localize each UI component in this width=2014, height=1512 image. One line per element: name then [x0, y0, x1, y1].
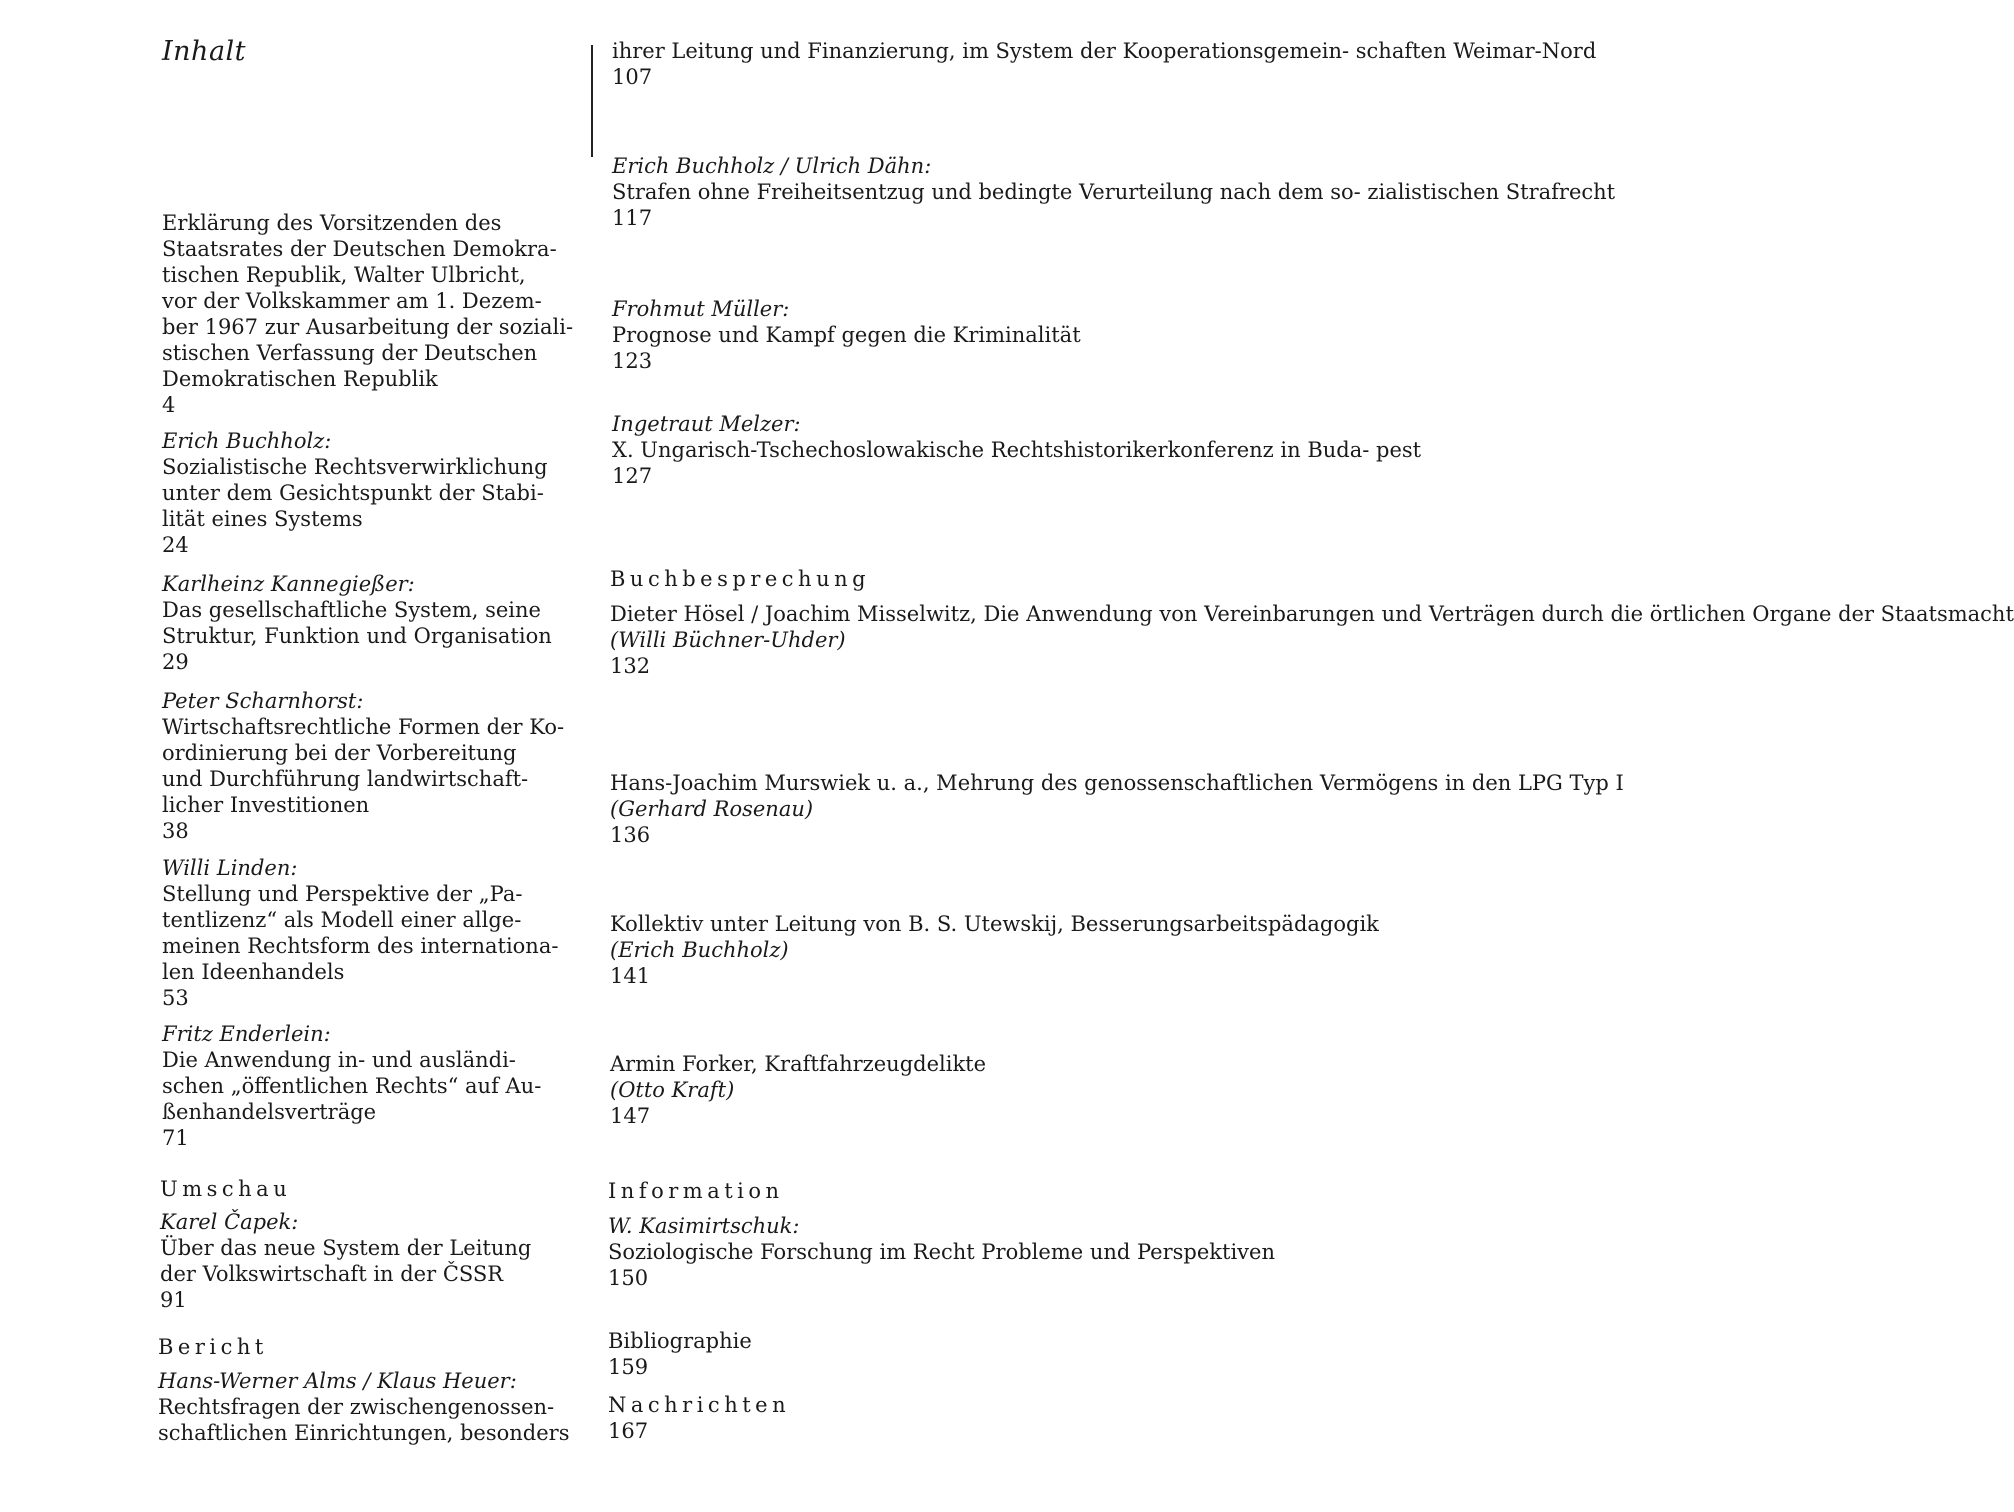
- toc-entry: [162, 571, 576, 675]
- entry-title: X. Ungarisch-Tschechoslowakische Rechtshistorikerkonferenz in Buda- pest: [612, 438, 1422, 462]
- toc-entry-intro: [162, 210, 576, 418]
- page-number: 29: [162, 650, 189, 674]
- page-number: 150: [608, 1266, 649, 1290]
- page-number: 71: [162, 1126, 189, 1150]
- entry-reviewer: (Erich Buchholz): [610, 938, 789, 962]
- section-heading-buchbesprechung: Buchbesprechung: [610, 567, 871, 591]
- entry-reviewer: (Otto Kraft): [610, 1078, 735, 1102]
- toc-entry: [612, 153, 1616, 231]
- toc-entry: [162, 688, 576, 844]
- entry-title: Strafen ohne Freiheitsentzug und bedingte Verurteilung nach dem so- zialistischen Strafrecht: [612, 180, 1616, 204]
- page-number-nachrichten: [608, 1418, 648, 1444]
- entry-author: W. Kasimirtschuk:: [608, 1214, 800, 1238]
- review-entry: [610, 911, 1379, 989]
- entry-title: Soziologische Forschung im Recht Probleme und Perspektiven: [608, 1240, 1275, 1264]
- page-number: 53: [162, 986, 189, 1010]
- page-title: Inhalt: [162, 36, 247, 67]
- toc-entry: [608, 1213, 1275, 1291]
- section-heading-bericht: Bericht: [158, 1335, 268, 1359]
- page-number: 127: [612, 464, 653, 488]
- review-entry: [610, 770, 1624, 848]
- page-number: 117: [612, 206, 653, 230]
- entry-title: Das gesellschaftliche System, seine Struktur, Funktion und Organisation: [162, 598, 552, 648]
- page-number: 136: [610, 823, 651, 847]
- entry-title: Hans-Joachim Murswiek u. a., Mehrung des genossenschaftlichen Vermögens in den LPG Typ I: [610, 771, 1624, 795]
- review-entry: [610, 601, 2014, 679]
- toc-entry: [162, 428, 576, 558]
- toc-entry: [612, 296, 1081, 374]
- page-number: 24: [162, 533, 189, 557]
- entry-title: Dieter Hösel / Joachim Misselwitz, Die Anwendung von Vereinbarungen und Verträgen durch die örtlichen Organe der Staatsmacht: [610, 602, 2014, 626]
- entry-title: Sozialistische Rechtsverwirklichung unter dem Gesichtspunkt der Stabi- lität eines Systems: [162, 455, 548, 531]
- entry-author: Erich Buchholz:: [162, 429, 332, 453]
- toc-entry: [160, 1209, 576, 1313]
- entry-title: Bibliographie: [608, 1329, 752, 1353]
- entry-author: Frohmut Müller:: [612, 297, 790, 321]
- entry-title: Stellung und Perspektive der „Pa- tentlizenz“ als Modell einer allge- meinen Rechtsform des internationa- len Ideenhandels: [162, 882, 559, 984]
- section-heading-umschau: Umschau: [160, 1177, 292, 1201]
- review-entry: [610, 1051, 1024, 1129]
- page-number: 159: [608, 1355, 649, 1379]
- toc-entry: [612, 411, 1422, 489]
- entry-author: Karlheinz Kannegießer:: [162, 572, 415, 596]
- page-number: 107: [612, 65, 653, 89]
- entry-title: Rechtsfragen der zwischengenossen- schaftlichen Einrichtungen, besonders: [158, 1395, 570, 1445]
- page-number: 167: [608, 1419, 649, 1443]
- entry-author: Ingetraut Melzer:: [612, 412, 801, 436]
- page-number: 38: [162, 819, 189, 843]
- section-heading-information: Information: [608, 1179, 784, 1203]
- entry-author: Willi Linden:: [162, 856, 298, 880]
- page-number: 147: [610, 1104, 651, 1128]
- entry-author: Karel Čapek:: [160, 1210, 299, 1234]
- page-number: 91: [160, 1288, 187, 1312]
- entry-title: Armin Forker, Kraftfahrzeugdelikte: [610, 1052, 987, 1076]
- toc-entry-continued: [612, 38, 1597, 90]
- page-number: 4: [162, 393, 176, 417]
- entry-title: ihrer Leitung und Finanzierung, im System der Kooperationsgemein- schaften Weimar-Nord: [612, 39, 1597, 63]
- toc-entry: [158, 1368, 576, 1446]
- page-number: 123: [612, 349, 653, 373]
- toc-entry: [162, 1021, 576, 1151]
- entry-reviewer: (Gerhard Rosenau): [610, 797, 814, 821]
- entry-author: Peter Scharnhorst:: [162, 689, 364, 713]
- toc-entry-bibliographie: [608, 1328, 1024, 1380]
- section-heading-nachrichten: Nachrichten: [608, 1393, 791, 1417]
- entry-author: Erich Buchholz / Ulrich Dähn:: [612, 154, 932, 178]
- entry-title: Prognose und Kampf gegen die Kriminalität: [612, 323, 1081, 347]
- page-number: 132: [610, 654, 651, 678]
- entry-title: Erklärung des Vorsitzenden des Staatsrates der Deutschen Demokra- tischen Republik, Walter Ulbricht, vor der Volkskammer am 1. Dezem- ber 1967 zur Ausarbeitung der soziali- stischen Verfassung der Deutschen Demokratischen Republik: [162, 211, 574, 391]
- entry-title: Wirtschaftsrechtliche Formen der Ko- ordinierung bei der Vorbereitung und Durchführung landwirtschaft- licher Investitionen: [162, 715, 565, 817]
- entry-author: Fritz Enderlein:: [162, 1022, 331, 1046]
- column-divider: [591, 45, 593, 157]
- entry-title: Die Anwendung in- und ausländi- schen „öffentlichen Rechts“ auf Au- ßenhandelsverträge: [162, 1048, 542, 1124]
- entry-author: Hans-Werner Alms / Klaus Heuer:: [158, 1369, 517, 1393]
- page-number: 141: [610, 964, 651, 988]
- entry-title: Über das neue System der Leitung der Volkswirtschaft in der ČSSR: [160, 1236, 532, 1286]
- entry-title: Kollektiv unter Leitung von B. S. Utewskij, Besserungsarbeitspädagogik: [610, 912, 1379, 936]
- toc-entry: [162, 855, 576, 1011]
- entry-reviewer: (Willi Büchner-Uhder): [610, 628, 846, 652]
